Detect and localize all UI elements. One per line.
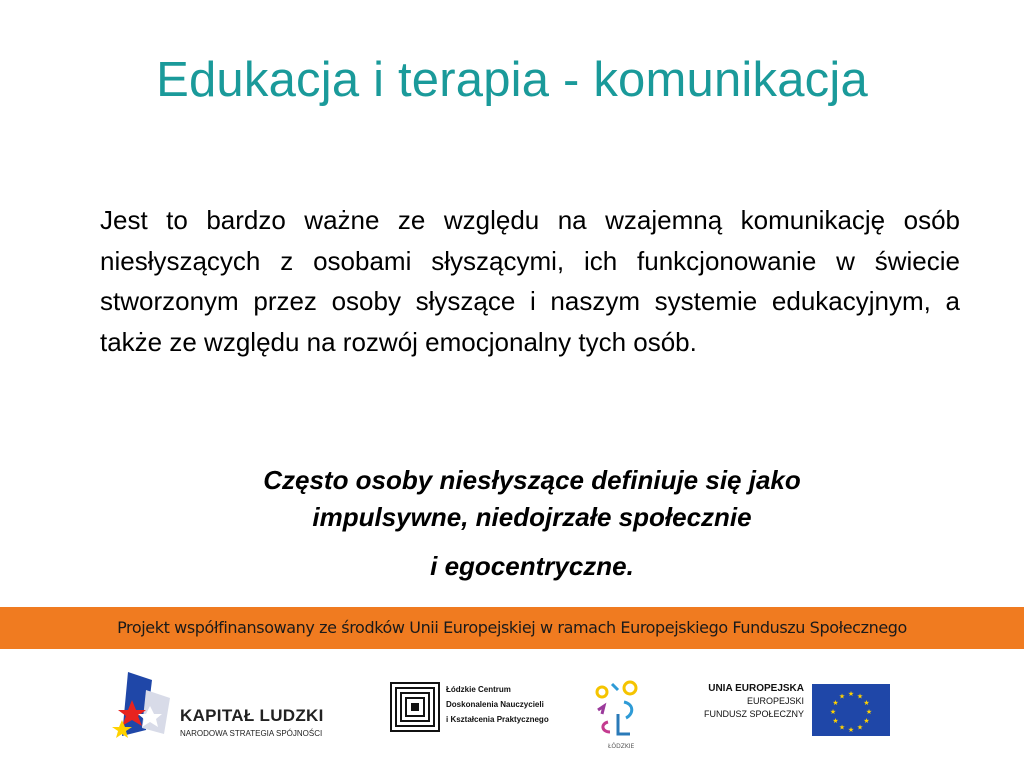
eu-line-2: EUROPEJSKI	[746, 696, 804, 706]
body-paragraph: Jest to bardzo ważne ze względu na wzajemną komunikację osób niesłyszących z osobami słyszącymi, ich funkcjonowanie w świecie stworzonym przez osoby słyszące i naszym systemie edukacyjnym, a także ze względu na rozwój emocjonalny tych osób.	[100, 205, 960, 357]
kapital-ludzki-logo	[112, 670, 362, 750]
lcdnikp-text	[446, 682, 549, 727]
svg-text:★: ★	[865, 708, 873, 716]
svg-text:★: ★	[838, 692, 846, 701]
quote-line-3: i egocentryczne.	[430, 551, 634, 581]
eu-line-3: FUNDUSZ SPOŁECZNY	[703, 709, 804, 719]
eu-line-1: UNIA EUROPEJSKA	[708, 683, 804, 694]
funding-banner-text: Projekt współfinansowany ze środków Unii Europejskiej w ramach Europejskiego Funduszu Społecznego	[117, 618, 907, 637]
svg-text:★: ★	[856, 692, 864, 701]
svg-text:★: ★	[832, 699, 839, 707]
lcdnikp-line-3: i Kształcenia Praktycznego	[446, 715, 549, 724]
svg-text:ŁÓDZKIE: ŁÓDZKIE	[608, 743, 635, 750]
quote	[150, 462, 914, 585]
lcdnikp-line-2: Doskonalenia Nauczycieli	[446, 700, 544, 709]
eu-logo	[690, 682, 900, 742]
lcdnikp-logo	[390, 682, 549, 742]
svg-text:★: ★	[829, 708, 837, 716]
svg-text:★: ★	[838, 723, 846, 732]
kapital-ludzki-icon	[112, 670, 174, 750]
lcdnikp-line-1: Łódzkie Centrum	[446, 685, 511, 694]
slide-title: Edukacja i terapia - komunikacja	[156, 53, 868, 107]
logos-row	[0, 660, 1024, 760]
lodzkie-icon	[590, 674, 650, 754]
svg-text:★: ★	[847, 690, 855, 698]
svg-text:★: ★	[832, 717, 839, 725]
svg-text:★: ★	[863, 699, 870, 707]
lcdnikp-icon	[390, 682, 440, 732]
funding-banner	[0, 607, 1024, 649]
kapital-ludzki-subtitle: NARODOWA STRATEGIA SPÓJNOŚCI	[180, 729, 323, 738]
eu-flag-icon	[812, 684, 890, 736]
quote-line-1: Często osoby niesłyszące definiuje się jako	[263, 465, 801, 495]
eu-text	[690, 682, 804, 721]
svg-text:★: ★	[856, 723, 864, 732]
quote-line-2: impulsywne, niedojrzałe społecznie	[312, 502, 752, 532]
svg-text:★: ★	[863, 717, 870, 725]
svg-text:★: ★	[847, 726, 855, 734]
kapital-ludzki-title: KAPITAŁ LUDZKI	[180, 706, 324, 725]
